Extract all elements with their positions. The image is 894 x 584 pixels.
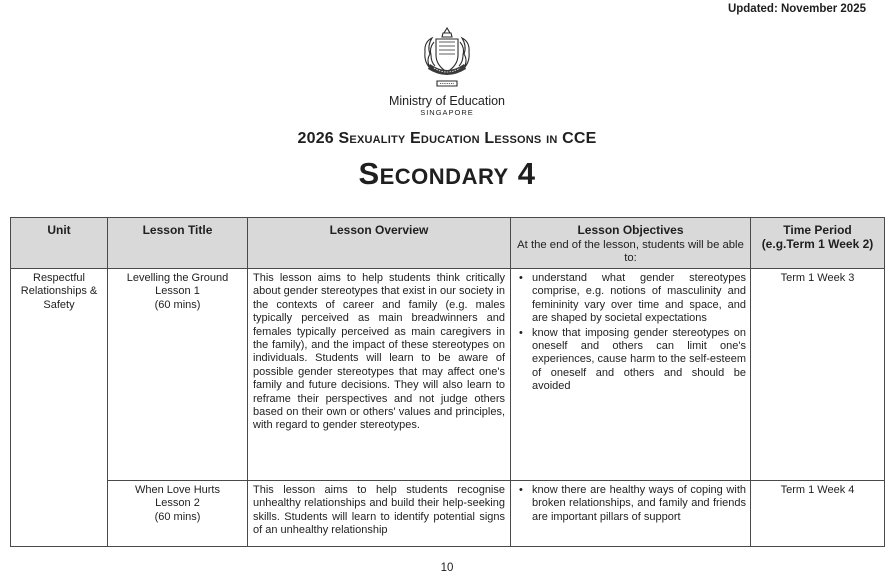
country-label: SINGAPORE — [420, 108, 474, 117]
col-header-time-period — [751, 218, 885, 269]
document-header — [0, 26, 894, 191]
table-row — [11, 481, 885, 547]
col-header-lesson-title: Lesson Title — [108, 218, 248, 269]
objectives-list — [516, 272, 746, 394]
unit-cell: Respectful Relationships & Safety — [11, 269, 108, 547]
lesson-duration-line: (60 mins) — [154, 510, 201, 523]
lessons-table — [10, 217, 885, 547]
table-row — [11, 269, 885, 481]
lesson-duration-line: (60 mins) — [154, 298, 201, 311]
time-period-header-label: Time Period — [783, 223, 852, 237]
lesson-overview-cell: This lesson aims to help students think critically about gender stereotypes that exist in our society in the contexts of career and family (e.g. males typically perceived as main breadwinners and females typically perceived as main caregivers in the family), and the impact of these stereotypes on individuals. Students will learn to be aware of possible gender stereotypes that may affect one's family and future decisions. They will also learn to reframe their perspectives and not judge others based on their own or others' values and principles, with regard to gender stereotypes. — [248, 269, 511, 481]
objective-item: • understand what gender stereotypes comprise, e.g. notions of masculinity and femininity vary over time and space, and are shaped by societal expectations — [516, 272, 746, 326]
updated-date: Updated: November 2025 — [727, 3, 866, 15]
lesson-title-cell — [108, 269, 248, 481]
col-header-lesson-objectives — [511, 218, 751, 269]
objective-item: • know that imposing gender stereotypes on oneself and others can limit one's experiences, cause harm to the self-esteem of oneself and others and should be avoided — [516, 327, 746, 394]
objective-item: • know there are healthy ways of coping with broken relationships, and family and friends are important pillars of support — [516, 484, 746, 524]
objectives-list — [516, 484, 746, 524]
time-period-cell: Term 1 Week 4 — [751, 481, 885, 547]
objectives-header-label: Lesson Objectives — [577, 223, 684, 237]
col-header-unit: Unit — [11, 218, 108, 269]
time-period-header-sublabel: (e.g.Term 1 Week 2) — [761, 237, 874, 251]
time-period-cell: Term 1 Week 3 — [751, 269, 885, 481]
moe-crest-logo — [410, 26, 484, 92]
page-number: 10 — [440, 562, 454, 574]
ministry-name: Ministry of Education — [388, 94, 506, 108]
col-header-lesson-overview: Lesson Overview — [248, 218, 511, 269]
lesson-number-line: Lesson 1 — [155, 285, 200, 298]
lesson-objectives-cell — [511, 269, 751, 481]
level-title: Secondary 4 — [358, 156, 536, 191]
lesson-title-cell — [108, 481, 248, 547]
document-title: 2026 Sexuality Education Lessons in CCE — [297, 130, 597, 147]
lesson-title-line: Levelling the Ground — [126, 272, 229, 284]
table-header-row — [11, 218, 885, 269]
lesson-overview-cell: This lesson aims to help students recognise unhealthy relationships and build their help-seeking skills. Students will learn to identify potential signs of an unhealthy relationship — [248, 481, 511, 547]
lesson-title-line: When Love Hurts — [135, 484, 220, 496]
objectives-header-sublabel: At the end of the lesson, students will be able to: — [517, 239, 744, 264]
lesson-objectives-cell — [511, 481, 751, 547]
lesson-number-line: Lesson 2 — [155, 497, 200, 510]
